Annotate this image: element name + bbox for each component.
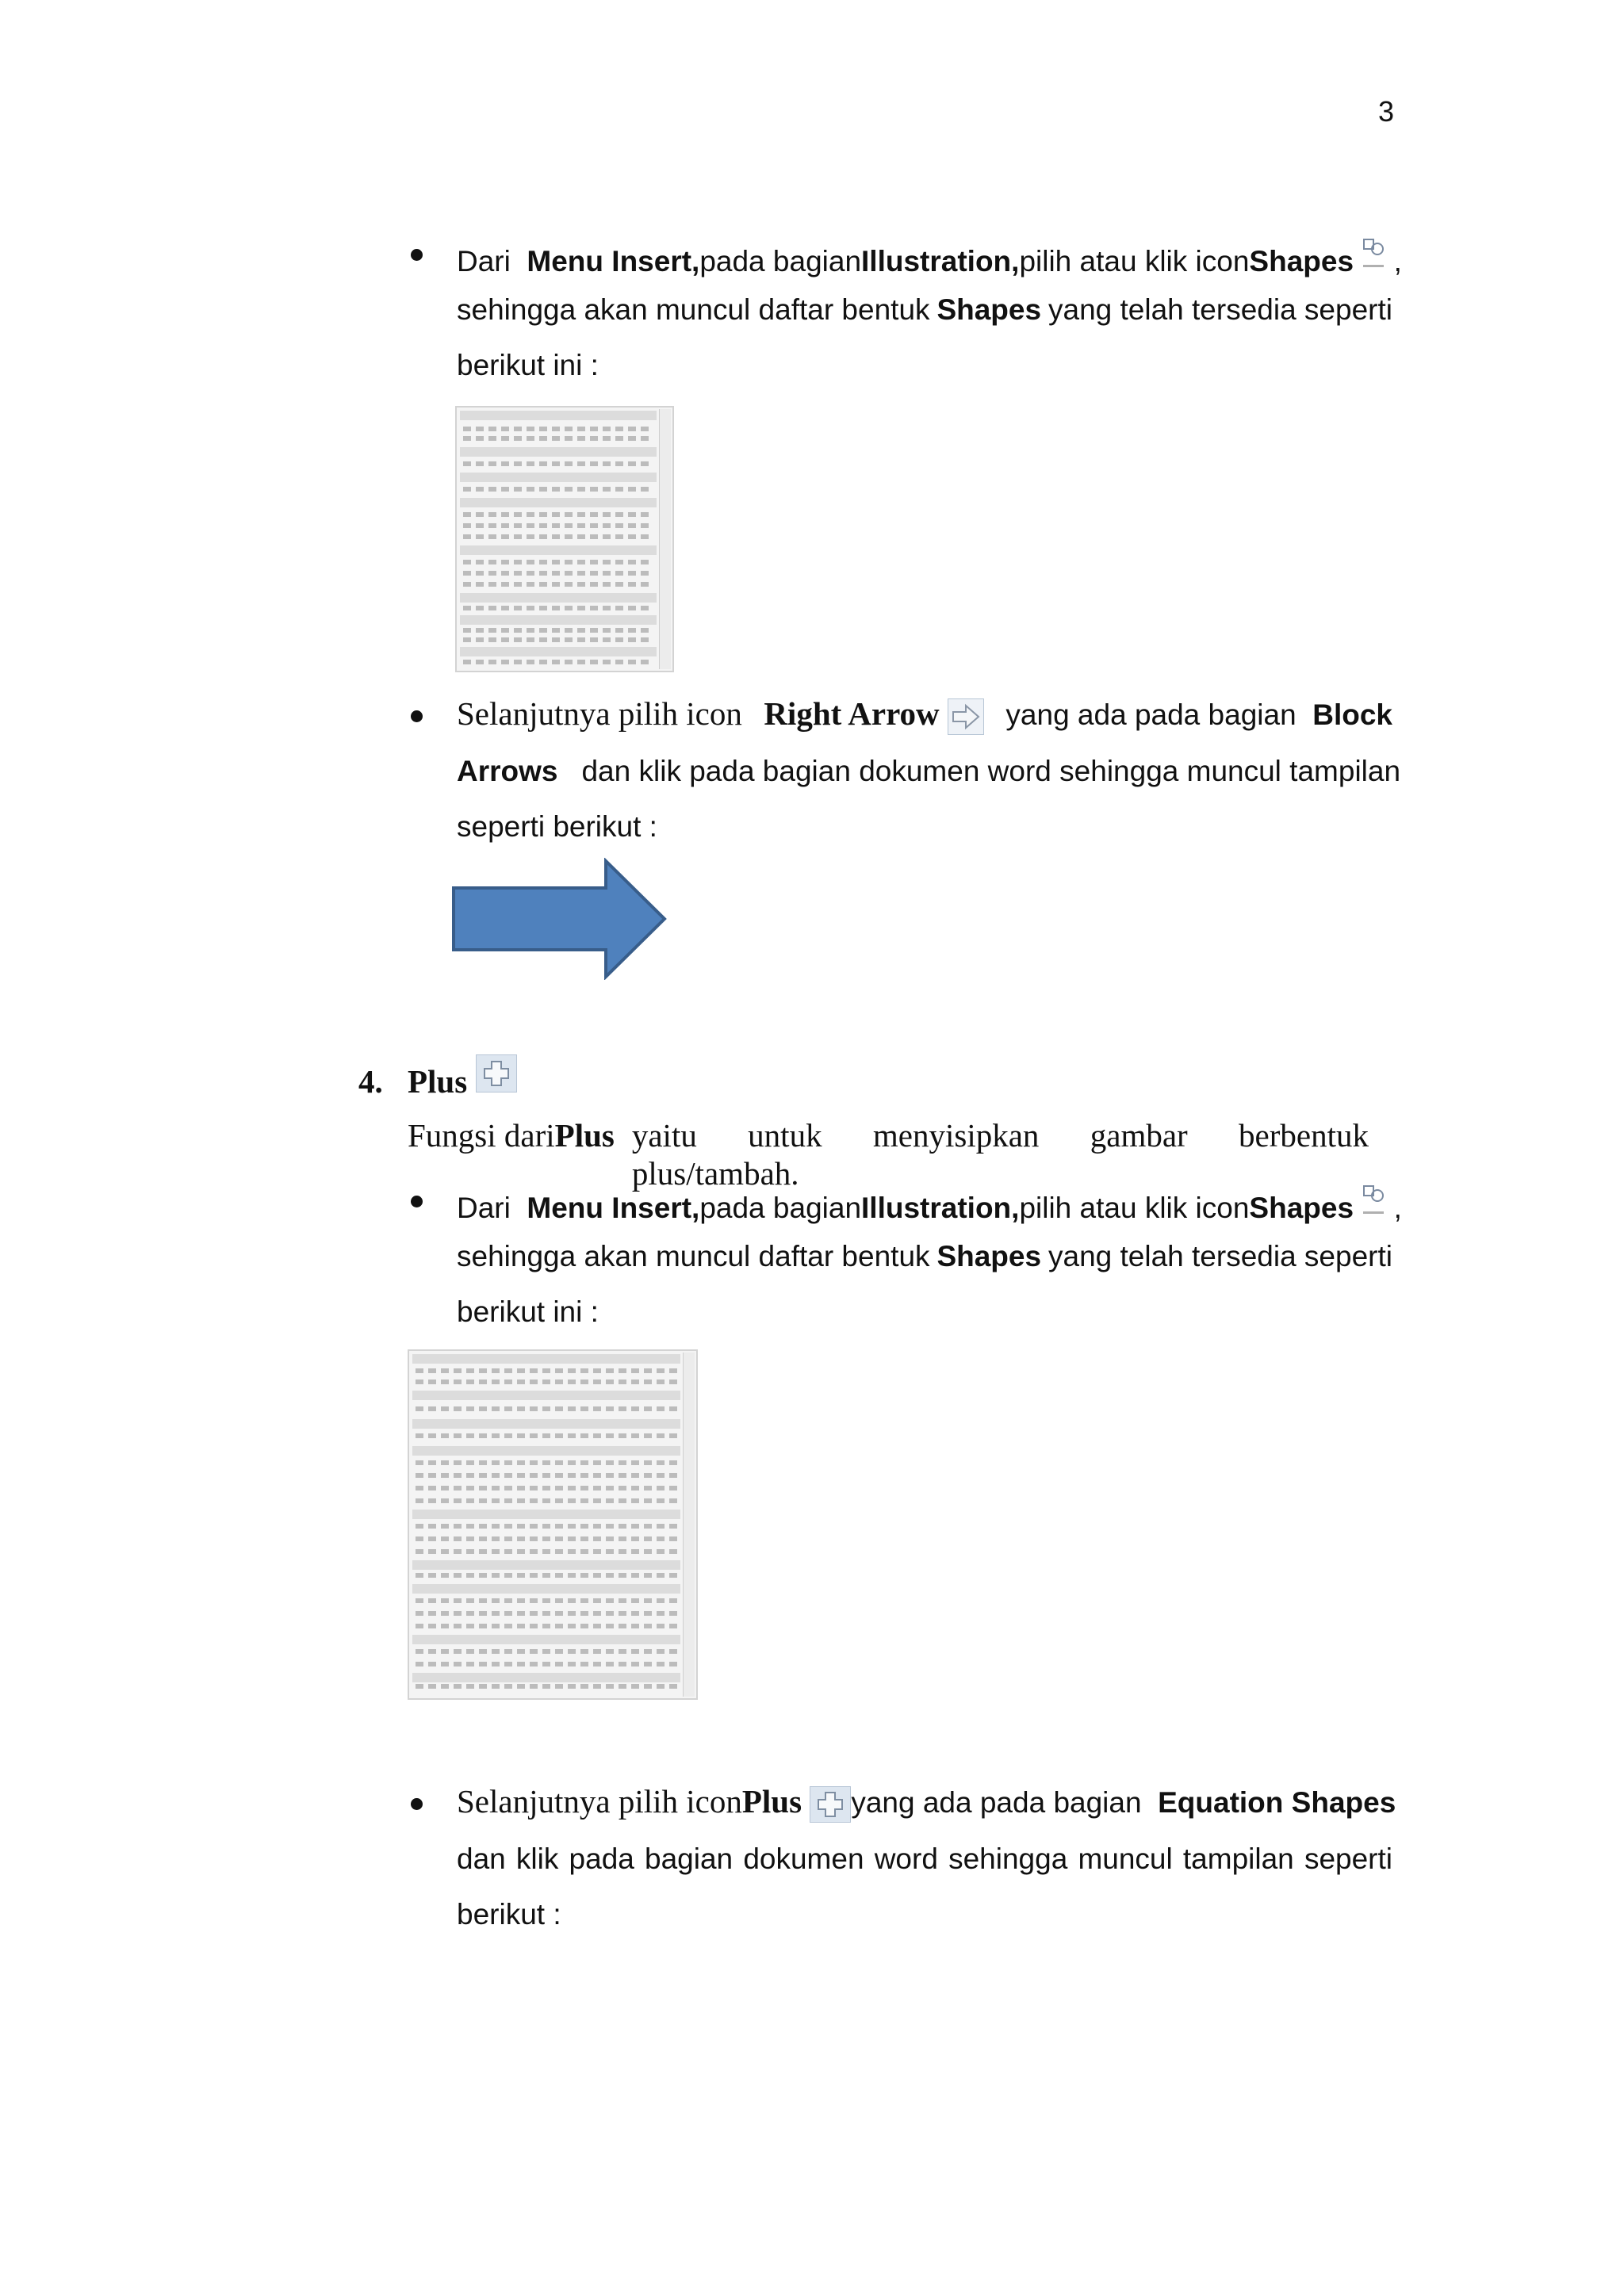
s4-b2-line2: dan klik pada bagian dokumen word sehingga muncul tampilan seperti xyxy=(457,1843,1392,1875)
section-desc xyxy=(408,1116,1369,1192)
text: pada bagian xyxy=(699,1192,862,1224)
right-arrow-icon xyxy=(948,698,984,735)
s1-b1-line3: berikut ini : xyxy=(457,349,599,381)
text: pilih atau klik icon xyxy=(1019,245,1250,277)
plus-label: Plus xyxy=(554,1117,615,1154)
bullet-icon xyxy=(411,249,423,261)
s1-b1-line1 xyxy=(457,238,1402,278)
right-arrow-shape xyxy=(450,858,669,980)
s4-b1-line1 xyxy=(457,1184,1402,1225)
comma: , xyxy=(691,245,700,277)
bullet-icon xyxy=(411,1196,423,1207)
shapes-icon xyxy=(1362,1184,1385,1223)
illustration-label: Illustration, xyxy=(861,245,1020,277)
text: yaitu untuk menyisipkan gambar berbentuk plus/tambah. xyxy=(631,1117,1369,1192)
shapes-label: Shapes xyxy=(1249,245,1354,277)
block-label: Block xyxy=(1312,698,1392,731)
bullet-icon xyxy=(411,1798,423,1810)
s1-b2-line3: seperti berikut : xyxy=(457,810,657,843)
text: Selanjutnya pilih icon xyxy=(457,695,742,732)
text: Dari xyxy=(457,245,511,277)
text: pada bagian xyxy=(699,245,862,277)
s1-b2-line1 xyxy=(457,695,1392,735)
shapes-label: Shapes xyxy=(936,293,1042,326)
menu-insert-label: Menu Insert xyxy=(527,245,692,277)
section-title: Plus xyxy=(408,1063,468,1100)
shapes-icon xyxy=(1362,238,1385,276)
text: Selanjutnya pilih icon xyxy=(457,1783,742,1820)
plus-icon xyxy=(810,1786,851,1823)
comma: , xyxy=(691,1192,700,1224)
illustration-label: Illustration, xyxy=(861,1192,1020,1224)
s4-b2-line3: berikut : xyxy=(457,1898,561,1931)
s1-b1-line2 xyxy=(457,293,1392,327)
comma: , xyxy=(1393,1192,1402,1224)
s4-b1-line2 xyxy=(457,1240,1392,1273)
right-arrow-label: Right Arrow xyxy=(764,695,940,732)
section-number: 4. xyxy=(358,1063,383,1100)
text: yang ada pada bagian xyxy=(851,1786,1142,1819)
shapes-gallery-image xyxy=(408,1349,698,1700)
comma: , xyxy=(1393,245,1402,277)
text: Fungsi dari xyxy=(408,1117,555,1154)
s4-b2-line1 xyxy=(457,1782,1396,1823)
text: sehingga akan muncul daftar bentuk xyxy=(457,293,930,326)
page-number: 3 xyxy=(1378,95,1395,128)
equation-shapes-label: Equation Shapes xyxy=(1158,1786,1396,1819)
plus-icon xyxy=(476,1054,517,1093)
text: yang telah tersedia seperti xyxy=(1048,293,1392,326)
s1-b2-line2 xyxy=(457,755,1401,788)
arrows-label: Arrows xyxy=(457,755,558,787)
text: pilih atau klik icon xyxy=(1019,1192,1250,1224)
bullet-icon xyxy=(411,710,423,722)
s4-b1-line3: berikut ini : xyxy=(457,1295,599,1328)
text: Dari xyxy=(457,1192,511,1224)
menu-insert-label: Menu Insert xyxy=(527,1192,692,1224)
shapes-label: Shapes xyxy=(936,1240,1042,1272)
shapes-label: Shapes xyxy=(1249,1192,1354,1224)
plus-label: Plus xyxy=(741,1783,802,1820)
text: yang telah tersedia seperti xyxy=(1048,1240,1392,1272)
shapes-gallery-image xyxy=(455,406,674,672)
text: sehingga akan muncul daftar bentuk xyxy=(457,1240,930,1272)
text: dan klik pada bagian dokumen word sehingga muncul tampilan xyxy=(581,755,1401,787)
text: yang ada pada bagian xyxy=(1005,698,1297,731)
